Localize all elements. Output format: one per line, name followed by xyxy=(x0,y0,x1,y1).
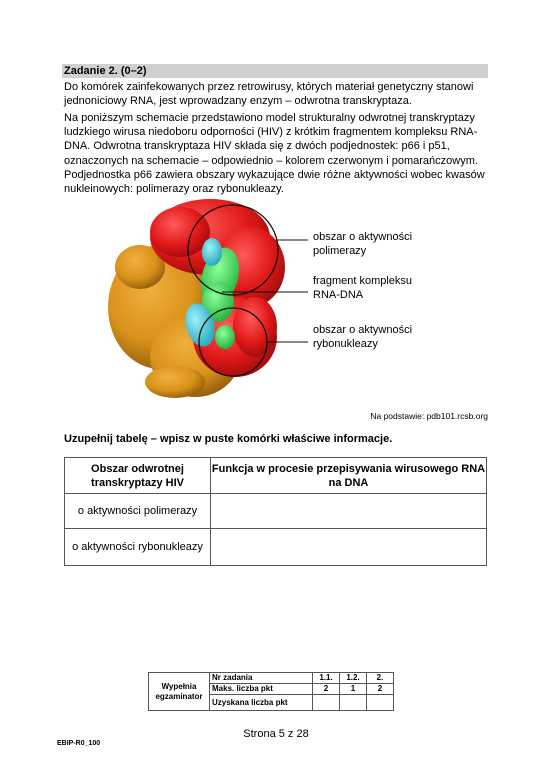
row-task-number: Nr zadania xyxy=(210,673,313,684)
row-label-rnase: o aktywności rybonukleazy xyxy=(65,529,211,566)
max-points: 2 xyxy=(367,684,394,695)
max-points: 2 xyxy=(313,684,340,695)
task-number: 1.2. xyxy=(340,673,367,684)
callout-rnase: obszar o aktywności rybonukleazy xyxy=(313,324,413,350)
instruction: Uzupełnij tabelę – wpisz w puste komórki właściwe informacje. xyxy=(64,433,393,445)
answer-table-header-region: Obszar odwrotnej transkryptazy HIV xyxy=(65,458,211,494)
obtained-points-cell[interactable] xyxy=(340,695,367,711)
task-header: Zadanie 2. (0–2) xyxy=(62,64,488,78)
obtained-points-cell[interactable] xyxy=(367,695,394,711)
task-number: 2. xyxy=(367,673,394,684)
exam-code: EBIP-R0_100 xyxy=(57,740,101,747)
answer-table-header-function: Funkcja w procesie przepisywania wirusowego RNA na DNA xyxy=(211,458,487,494)
task-intro: Do komórek zainfekowanych przez retrowirusy, których materiał genetyczny stanowi jednoniciowy RNA, jest wprowadzany enzym – odwrotna transkryptaza. xyxy=(64,81,474,108)
task-number: 1.1. xyxy=(313,673,340,684)
row-max-points: Maks. liczba pkt xyxy=(210,684,313,695)
row-label-polymerase: o aktywności polimerazy xyxy=(65,494,211,529)
answer-cell-polymerase[interactable] xyxy=(211,494,487,529)
examiner-table xyxy=(148,672,394,711)
callout-polymerase: obszar o aktywności polimerazy xyxy=(313,231,413,257)
row-obtained-points: Uzyskana liczba pkt xyxy=(210,695,313,711)
callout-fragment: fragment kompleksu RNA-DNA xyxy=(313,275,413,301)
answer-cell-rnase[interactable] xyxy=(211,529,487,566)
figure-source: Na podstawie: pdb101.rcsb.org xyxy=(370,411,488,421)
task-description: Na poniższym schemacie przedstawiono model strukturalny odwrotnej transkryptazy ludzkiego wirusa niedoboru odporności (HIV) z krótkim fragmentem kompleksu RNA-DNA. Odwrotna transkryptaza HIV składa się z dwóch podjednostek: p66 i p51, oznaczonych na schemacie – odpowiednio – kolorem czerwonym i pomarańczowym. Podjednostka p66 zawiera obszary wykazujące dwie różne aktywności wobec kwasów nukleinowych: polimerazy oraz rybonukleazy. xyxy=(64,112,485,196)
examiner-label: Wypełnia egzaminator xyxy=(149,673,210,711)
answer-table xyxy=(64,457,487,566)
max-points: 1 xyxy=(340,684,367,695)
obtained-points-cell[interactable] xyxy=(313,695,340,711)
page-number: Strona 5 z 28 xyxy=(243,728,309,740)
